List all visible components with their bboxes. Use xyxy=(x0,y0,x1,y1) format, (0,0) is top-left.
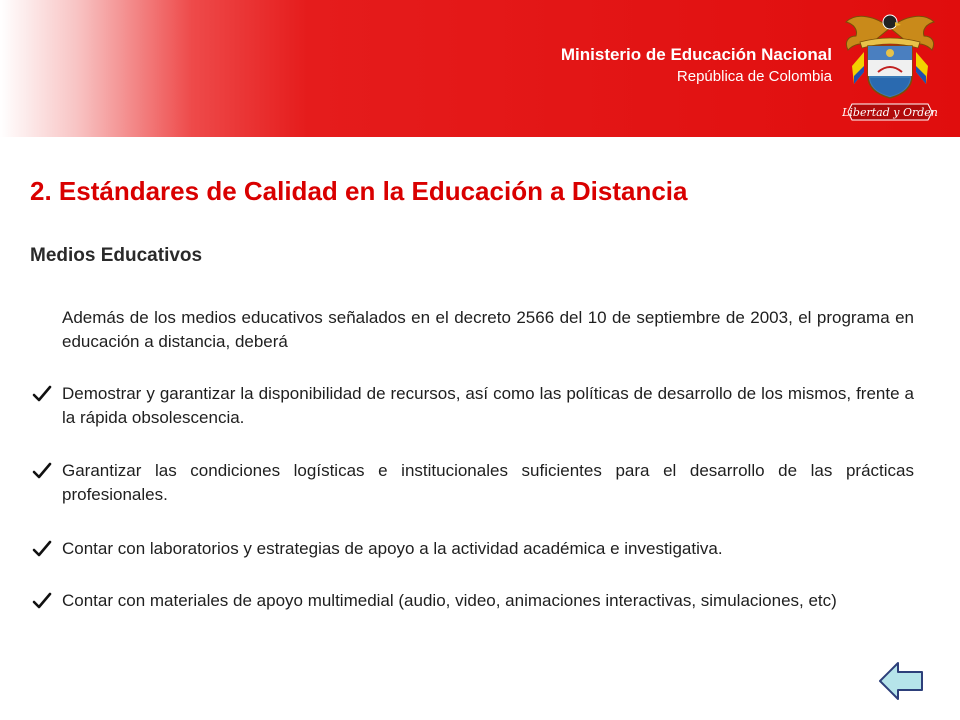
checkmark-icon xyxy=(32,539,52,559)
bullet-item-3: Contar con laboratorios y estrategias de apoyo a la actividad académica e investigativa. xyxy=(62,539,723,558)
motto-text: Libertad y Orden xyxy=(842,106,938,119)
section-subtitle: Medios Educativos xyxy=(30,245,203,266)
back-arrow-icon[interactable] xyxy=(878,660,924,702)
bullet-item-4: Contar con materiales de apoyo multimedial (audio, video, animaciones interactivas, simulaciones, etc) xyxy=(62,591,837,610)
intro-paragraph: Además de los medios educativos señalados en el decreto 2566 del 10 de septiembre de 2003, el programa en educación a distancia, deberá xyxy=(62,308,914,351)
bullet-item-2: Garantizar las condiciones logísticas e institucionales suficientes para el desarrollo de las prácticas profesionales. xyxy=(62,461,914,504)
ministry-subtitle: República de Colombia xyxy=(676,68,832,85)
header-banner xyxy=(0,0,960,137)
ministry-block xyxy=(561,44,832,88)
checkmark-icon xyxy=(32,591,52,611)
bullet-item-1: Demostrar y garantizar la disponibilidad de recursos, así como las políticas de desarrollo de los mismos, frente a la rápida obsolescencia. xyxy=(62,384,914,427)
slide-title: 2. Estándares de Calidad en la Educación a Distancia xyxy=(30,176,688,206)
checkmark-icon xyxy=(32,384,52,404)
coat-of-arms-icon xyxy=(838,6,942,130)
ministry-name: Ministerio de Educación Nacional xyxy=(560,45,832,64)
checkmark-icon xyxy=(32,461,52,481)
